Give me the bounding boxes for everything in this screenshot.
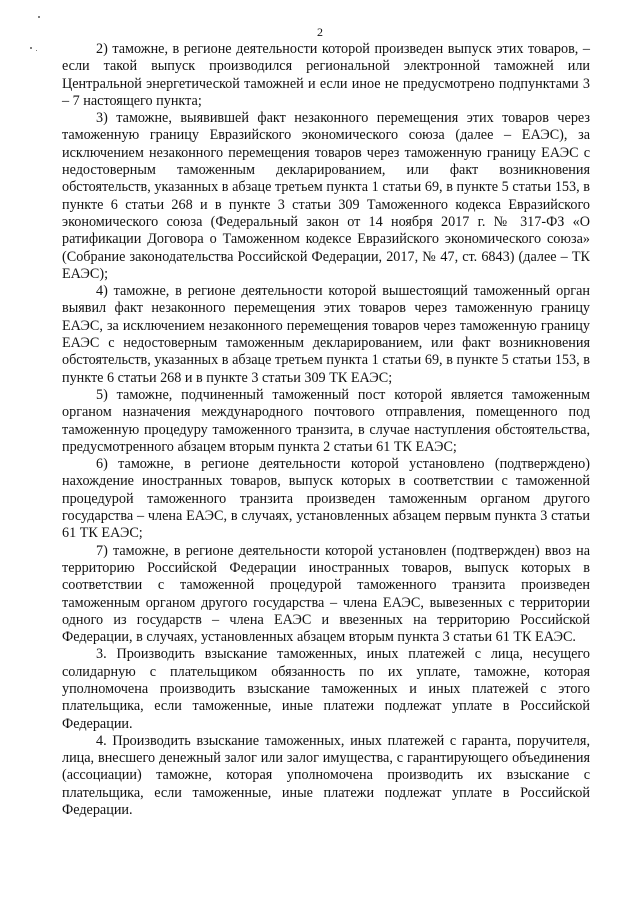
paragraph-subitem-5: 5) таможне, подчиненный таможенный пост которой является таможенным органом назначения международного почтового отправления, помещенного под таможенную процедуру таможенного транзита, в случае наступления обстоятельства, предусмотренного абзацем вторым пункта 2 статьи 61 ТК ЕАЭС; (62, 386, 590, 455)
document-body (62, 41, 590, 819)
page-number: 2 (317, 25, 323, 39)
paragraph-subitem-7: 7) таможне, в регионе деятельности которой установлен (подтвержден) ввоз на территорию Российской Федерации иностранных товаров, выпуск которых в соответствии с таможенной процедурой таможенного транзита произведен таможенным органом другого государства – члена ЕАЭС, вывезенных с территории одного из государств – члена ЕАЭС и ввезенных на территорию Российской Федерации, в случаях, установленных абзацем вторым пункта 3 статьи 61 ТК ЕАЭС. (62, 542, 590, 646)
paragraph-item-3: 3. Производить взыскание таможенных, иных платежей с лица, несущего солидарную с плательщиком обязанность по их уплате, таможне, которая уполномочена производить взыскание таможенных и иных платежей с этого плательщика, если таможенные, иные платежи подлежат уплате в Российской Федерации. (62, 646, 590, 732)
scan-speck (36, 50, 37, 51)
scan-speck (30, 47, 32, 49)
scan-speck (38, 16, 40, 18)
paragraph-subitem-4: 4) таможне, в регионе деятельности которой вышестоящий таможенный орган выявил факт незаконного перемещения этих товаров через таможенную границу ЕАЭС, за исключением незаконного перемещения товаров через таможенную границу ЕАЭС с недостоверным таможенным декларированием, или факт возникновения обстоятельств, указанных в абзаце третьем пункта 1 статьи 69, в пункте 5 статьи 153, в пункте 6 статьи 268 и в пункте 3 статьи 309 ТК ЕАЭС; (62, 283, 590, 386)
paragraph-subitem-2: 2) таможне, в регионе деятельности которой произведен выпуск этих товаров, – если такой выпуск производился региональной электронной таможней или Центральной энергетической таможней и если иное не предусмотрено подпунктами 3 – 7 настоящего пункта; (62, 41, 590, 109)
paragraph-subitem-6: 6) таможне, в регионе деятельности которой установлено (подтверждено) нахождение иностранных товаров, выпуск которых в соответствии с таможенной процедурой таможенного транзита произведен таможенным органом другого государства – члена ЕАЭС, в случаях, установленных абзацем первым пункта 3 статьи 61 ТК ЕАЭС; (62, 456, 590, 542)
paragraph-subitem-3: 3) таможне, выявившей факт незаконного перемещения этих товаров через таможенную границу Евразийского экономического союза (далее – ЕАЭС), за исключением незаконного перемещения товаров через таможенную границу ЕАЭС с недостоверным таможенным декларированием, или факт возникновения обстоятельств, указанных в абзаце третьем пункта 1 статьи 69, в пункте 5 статьи 153, в пункте 6 статьи 268 и в пункте 3 статьи 309 Таможенного кодекса Евразийского экономического союза (Федеральный закон от 14 ноября 2017 г. № 317-ФЗ «О ратификации Договора о Таможенном кодексе Евразийского экономического союза» (Собрание законодательства Российской Федерации, 2017, № 47, ст. 6843) (далее – ТК ЕАЭС); (62, 110, 590, 282)
paragraph-item-4: 4. Производить взыскание таможенных, иных платежей с гаранта, поручителя, лица, внесшего денежный залог или залог имущества, с гарантирующего объединения (ассоциации) таможне, которая уполномочена производить их взыскание с плательщика, если таможенные, иные платежи подлежат уплате в Российской Федерации. (62, 732, 590, 819)
